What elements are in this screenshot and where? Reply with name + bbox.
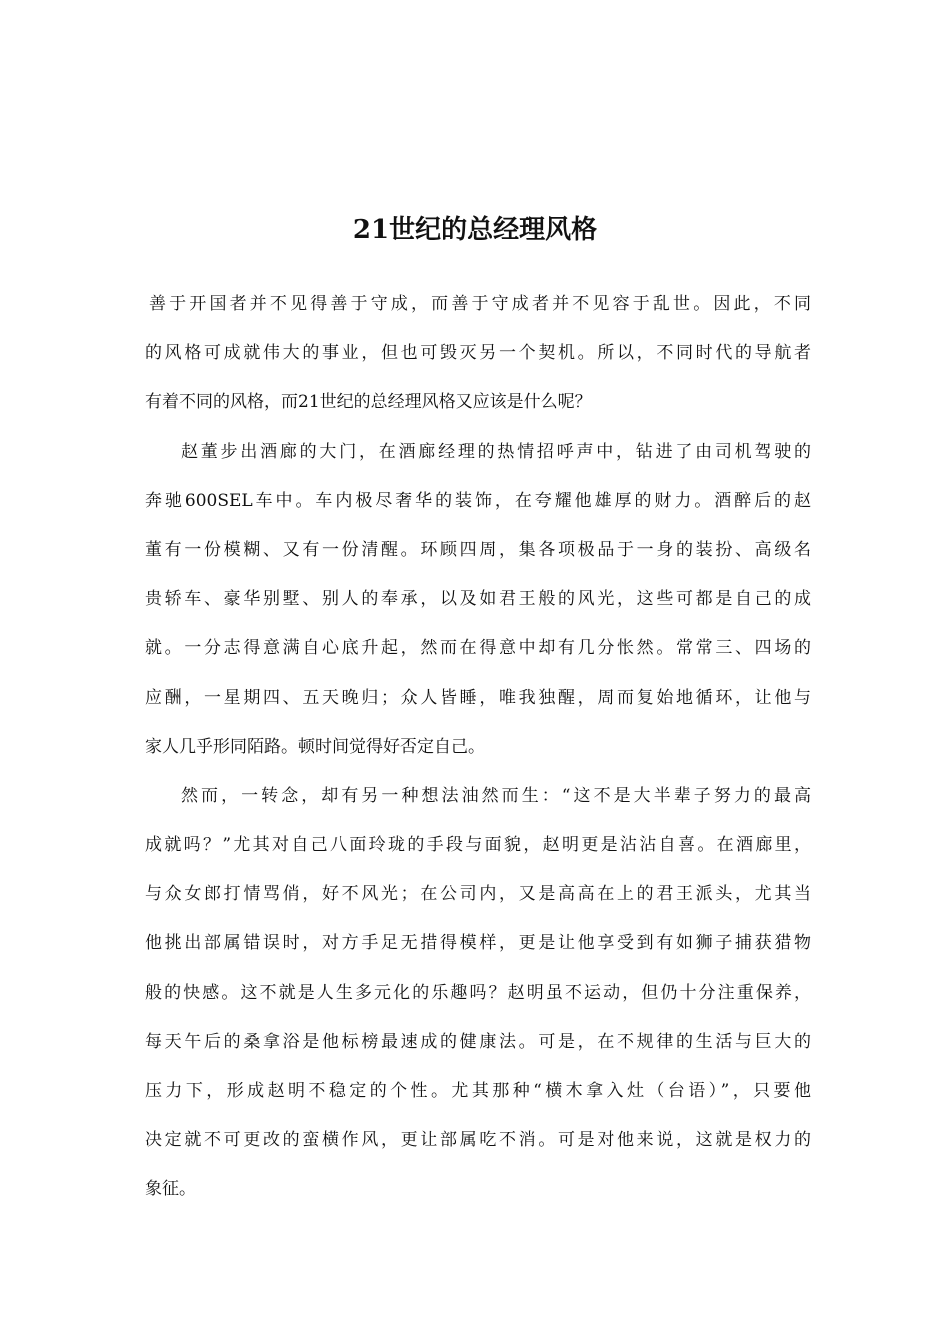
document-body — [145, 280, 811, 1215]
text-line: 他挑出部属错误时，对方手足无措得模样，更是让他享受到有如狮子捕获猎物 — [145, 933, 811, 954]
text-line: 成就吗？”尤其对自己八面玲珑的手段与面貌，赵明更是沾沾自喜。在酒廊里， — [145, 835, 811, 856]
text-line: 应酬，一星期四、五天晚归；众人皆睡，唯我独醒，周而复始地循环，让他与 — [145, 687, 811, 708]
text-line: 董有一份模糊、又有一份清醒。环顾四周，集各项极品于一身的装扮、高级名 — [145, 539, 811, 560]
paragraph-3 — [145, 772, 811, 1215]
text-line: 善于开国者并不见得善于守成，而善于守成者并不见容于乱世。因此，不同 — [149, 294, 811, 314]
paragraph-2 — [145, 428, 811, 772]
text-line: 象征。 — [145, 1179, 196, 1200]
text-line: 压力下，形成赵明不稳定的个性。尤其那种“横木拿入灶（台语）”，只要他 — [145, 1081, 811, 1101]
paragraph-1 — [145, 280, 811, 428]
text-line: 奔驰600SEL车中。车内极尽奢华的装饰，在夸耀他雄厚的财力。酒醉后的赵 — [145, 490, 811, 511]
text-line: 然而，一转念，却有另一种想法油然而生：“这不是大半辈子努力的最高 — [181, 785, 811, 806]
text-line: 家人几乎形同陌路。顿时间觉得好否定自己。 — [145, 736, 485, 757]
text-line: 贵轿车、豪华别墅、别人的奉承，以及如君王般的风光，这些可都是自己的成 — [145, 589, 811, 610]
text-line: 赵董步出酒廊的大门，在酒廊经理的热情招呼声中，钻进了由司机驾驶的 — [181, 441, 811, 462]
text-line: 般的快感。这不就是人生多元化的乐趣吗？赵明虽不运动，但仍十分注重保养， — [145, 982, 811, 1003]
text-line: 与众女郎打情骂俏，好不风光；在公司内，又是高高在上的君王派头，尤其当 — [145, 884, 811, 905]
text-line: 有着不同的风格，而21世纪的总经理风格又应该是什么呢？ — [145, 392, 592, 413]
text-line: 每天午后的桑拿浴是他标榜最速成的健康法。可是，在不规律的生活与巨大的 — [145, 1031, 811, 1052]
text-line: 的风格可成就伟大的事业，但也可毁灭另一个契机。所以，不同时代的导航者 — [145, 343, 811, 364]
text-line: 决定就不可更改的蛮横作风，更让部属吃不消。可是对他来说，这就是权力的 — [145, 1130, 811, 1151]
text-line: 就。一分志得意满自心底升起，然而在得意中却有几分怅然。常常三、四场的 — [145, 638, 811, 659]
document-title: 21世纪的总经理风格 — [352, 215, 598, 245]
